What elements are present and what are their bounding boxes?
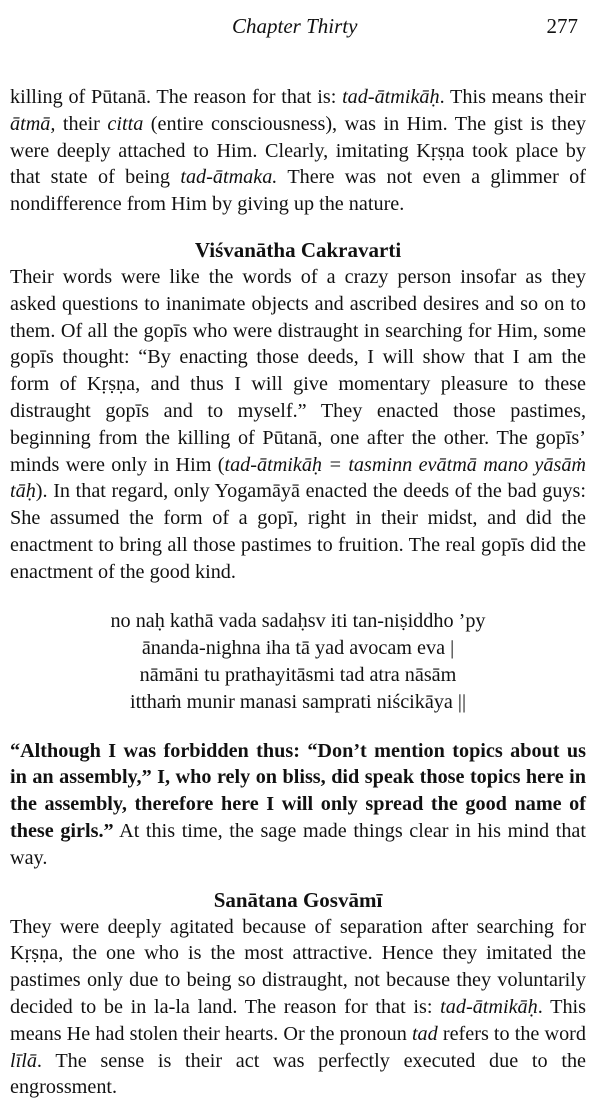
italic-term: tad-ātmikāḥ = tasminn evātmā mano yāsāṁ tāḥ: [10, 453, 586, 503]
section-heading-sanatana: Sanātana Gosvāmī: [213, 887, 383, 912]
chapter-title: Chapter Thirty: [232, 14, 358, 38]
italic-term: tad-ātmikāḥ: [342, 86, 440, 108]
text-run: . This means He had stolen their hearts. Or the pronoun: [10, 995, 587, 1045]
italic-term: tad-ātmikāḥ: [440, 995, 538, 1018]
text-run: their: [55, 112, 108, 135]
page-body: [10, 84, 586, 1101]
text-run: . The sense is their act was perfectly executed due to the engrossment.: [10, 1049, 586, 1099]
section-heading-vishvanatha: Viśvanātha Cakravarti: [194, 237, 402, 262]
running-header: [0, 8, 600, 42]
page-number: 277: [546, 14, 578, 38]
text-run: . This means their: [439, 86, 586, 108]
paragraph-2: [10, 264, 586, 586]
text-run: killing of Pūtanā. The reason for that is:: [10, 86, 343, 108]
text-run: (entire consciousness), was in Him. The gist is they were deeply attached to Him. Clearly, imitating Kṛṣṇa took place by that state of being: [10, 112, 586, 189]
verse-line: no naḥ kathā vada sadaḥsv iti tan-niṣiddho ’py: [110, 609, 486, 632]
verse-line: ānanda-nighna iha tā yad avocam eva |: [141, 636, 455, 659]
paragraph-3: [10, 738, 586, 872]
text-run: refers to the word: [437, 1022, 586, 1045]
italic-term: citta: [107, 112, 144, 135]
verse-line: nāmāni tu prathayitāsmi tad atra nāsām: [139, 663, 457, 686]
bold-translation: “Although I was forbidden thus: “Don’t mention topics about us in an assembly,” I, who rely on bliss, did speak those topics here in the assembly, therefore here I will only spread the good name of these girls.”: [10, 739, 586, 842]
paragraph-4: [10, 914, 586, 1101]
italic-term: līlā: [10, 1049, 37, 1072]
text-run: There was not even a glimmer of nondifference from Him by giving up the nature.: [10, 166, 586, 216]
text-run: At this time, the sage made things clear in his mind that way.: [10, 819, 586, 869]
text-run: They were deeply agitated because of separation after searching for Kṛṣṇa, the one who is the most attractive. Hence they imitated the pastimes only due to being so distraught, not because they voluntarily decided to be in la-la land. The reason for that is:: [10, 915, 586, 1018]
text-run: ). In that regard, only Yogamāyā enacted the deeds of the bad guys: She assumed the form of a gopī, right in their midst, and did the enactment to bring all those pastimes to fruition. The real gopīs did the enactment of the good kind.: [10, 480, 586, 583]
paragraph-1: [10, 84, 586, 218]
italic-term: tad: [411, 1022, 438, 1045]
italic-term: ātmā,: [10, 112, 56, 135]
sanskrit-verse: [10, 608, 586, 716]
text-run: Their words were like the words of a crazy person insofar as they asked questions to inanimate objects and ascribed desires and so on to them. Of all the gopīs who were distraught in searching for Him, some gopīs thought: “By enacting those deeds, I will show that I am the form of Kṛṣṇa, and thus I will give momentary pleasure to these distraught gopīs and to myself.” They enacted those pastimes, beginning from the killing of Pūtanā, one after the other. The gopīs’ minds were only in Him (: [10, 265, 586, 476]
verse-line: itthaṁ munir manasi samprati niścikāya ||: [129, 690, 467, 713]
italic-term: tad-ātmaka.: [180, 166, 278, 189]
